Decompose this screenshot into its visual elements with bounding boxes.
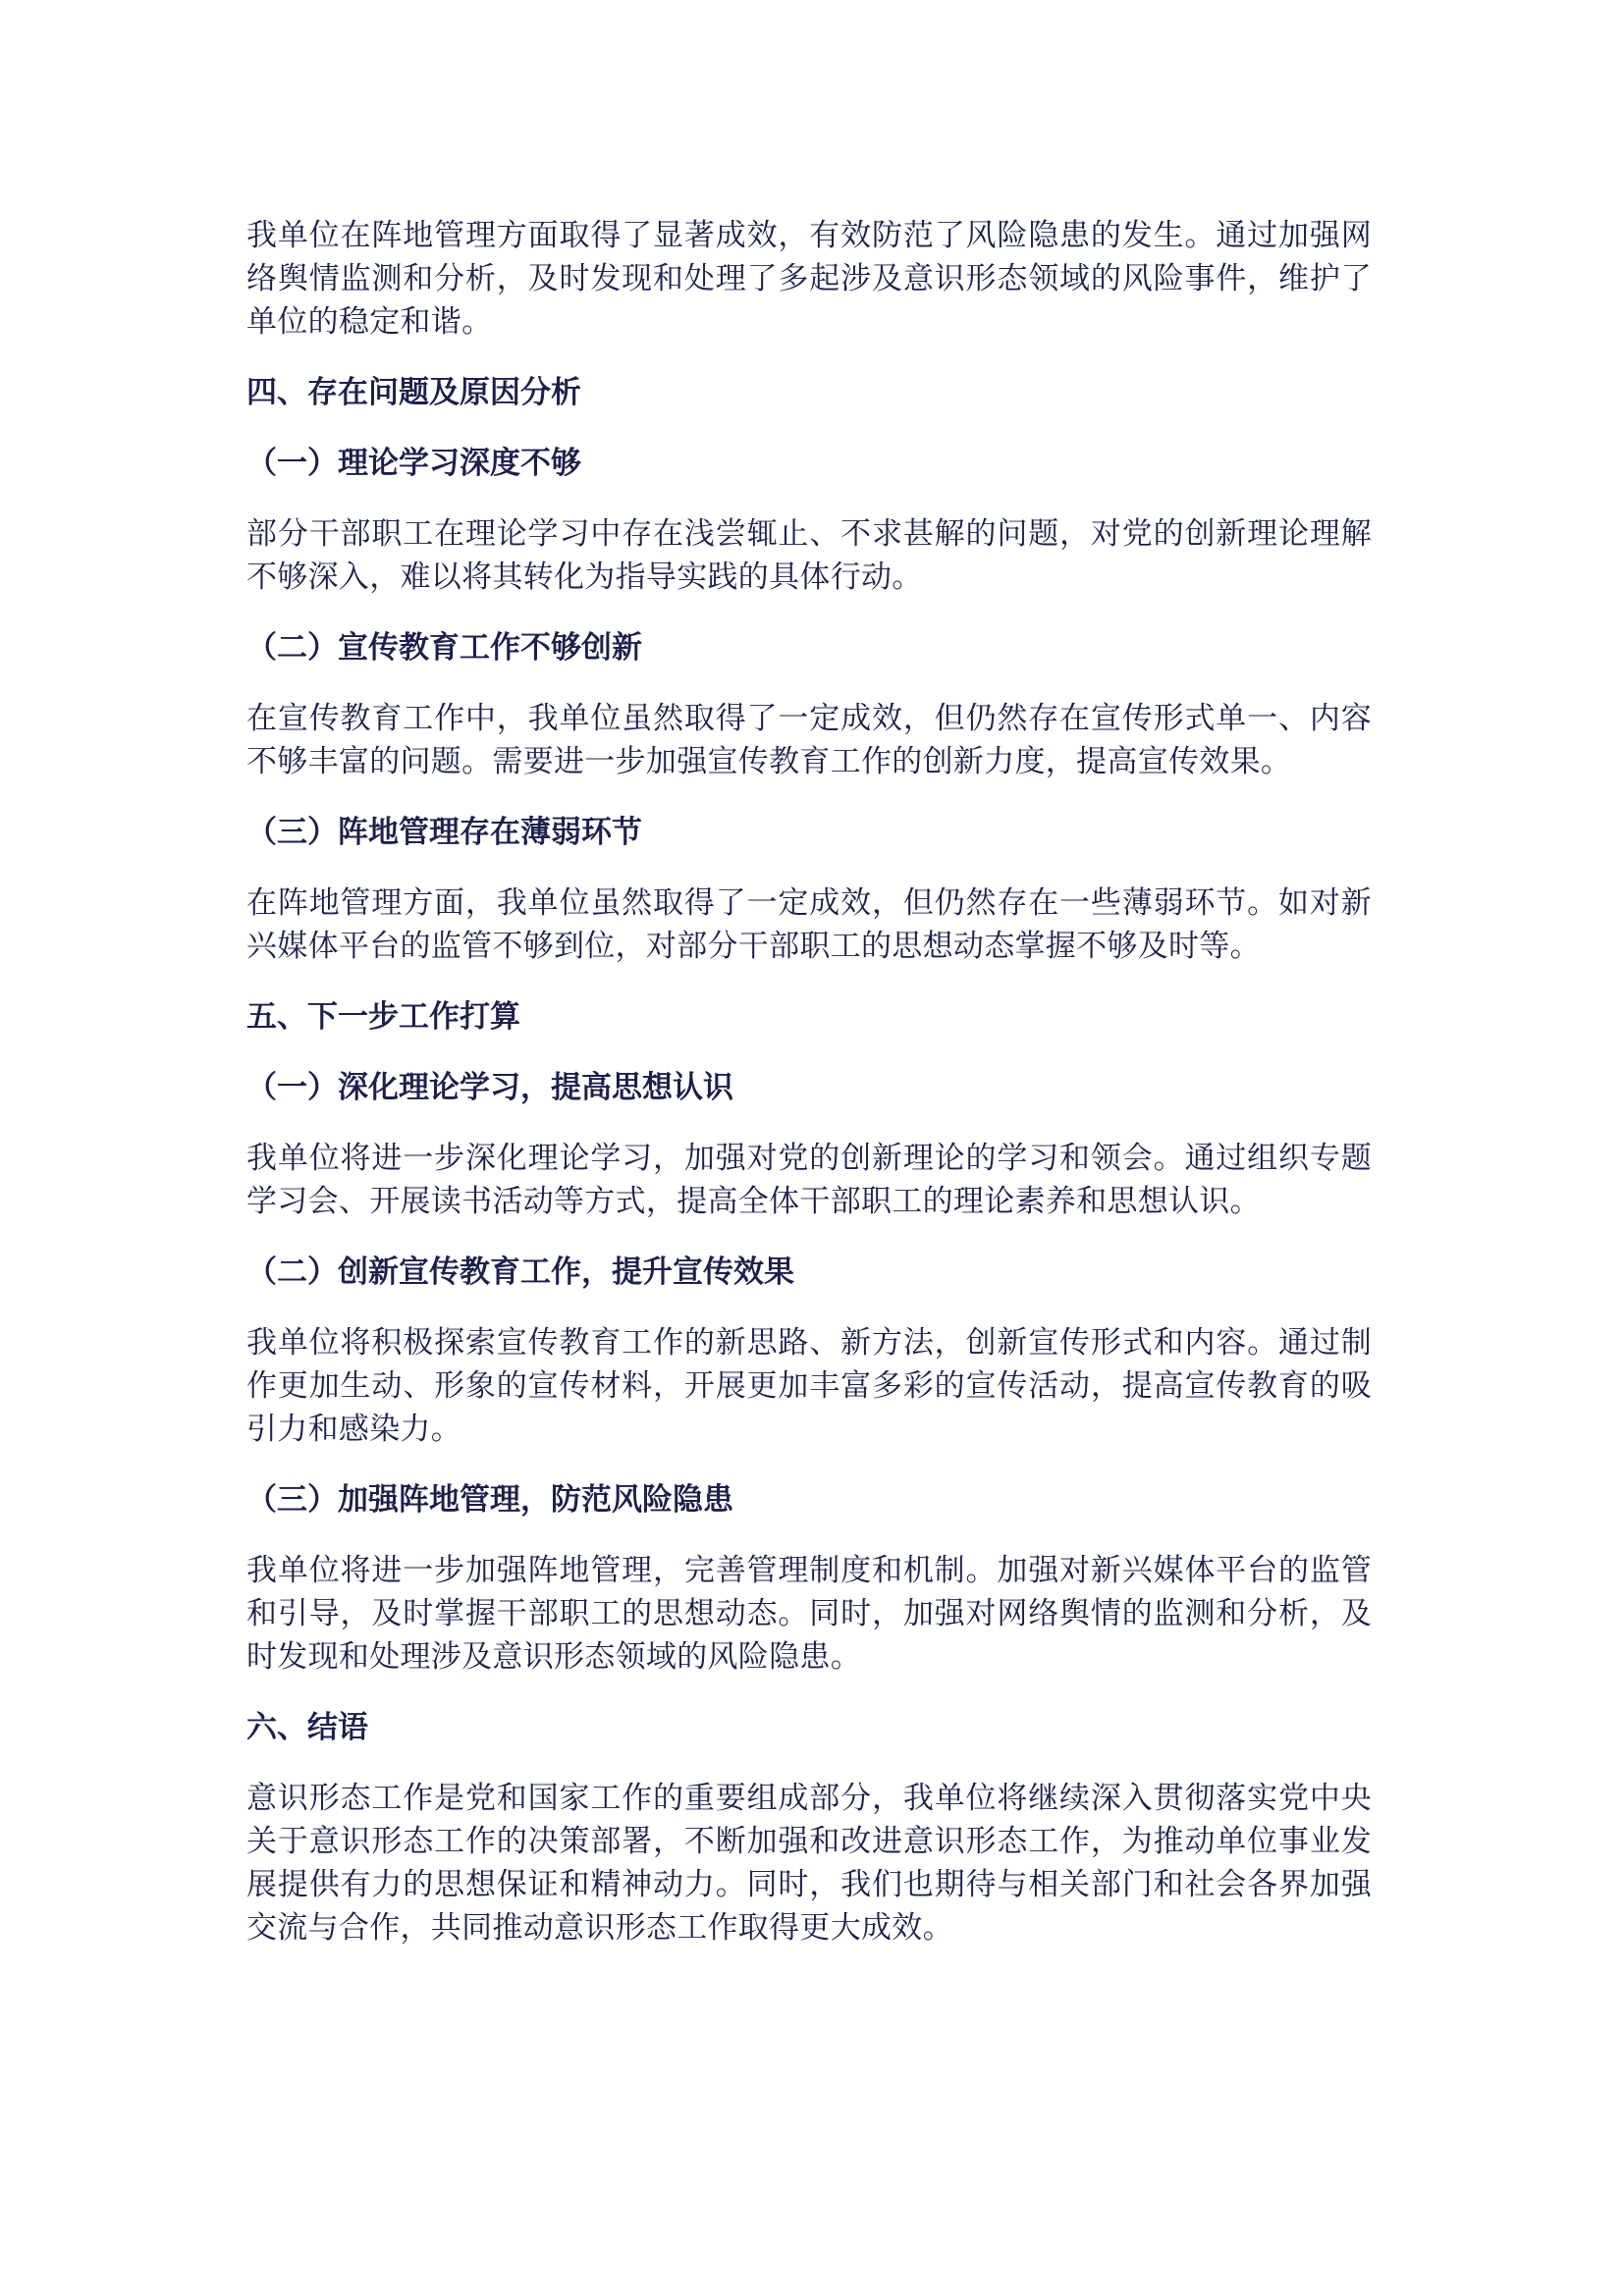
section-5-2-paragraph: 我单位将积极探索宣传教育工作的新思路、新方法，创新宣传形式和内容。通过制作更加生动、形象的宣传材料，开展更加丰富多彩的宣传活动，提高宣传教育的吸引力和感染力。 (246, 1325, 1372, 1447)
section-4-1-heading: （一）理论学习深度不够 (246, 446, 581, 481)
section-5-3-heading: （三）加强阵地管理，防范风险隐患 (246, 1482, 733, 1518)
section-5-1-paragraph: 我单位将进一步深化理论学习，加强对党的创新理论的学习和领会。通过组织专题学习会、开展读书活动等方式，提高全体干部职工的理论素养和思想认识。 (246, 1141, 1372, 1219)
section-5-2-heading: （二）创新宣传教育工作，提升宣传效果 (246, 1255, 794, 1290)
section-5-heading: 五、下一步工作打算 (246, 999, 520, 1035)
section-4-2-paragraph: 在宣传教育工作中，我单位虽然取得了一定成效，但仍然存在宣传形式单一、内容不够丰富的问题。需要进一步加强宣传教育工作的创新力度，提高宣传效果。 (246, 701, 1372, 779)
section-4-heading: 四、存在问题及原因分析 (246, 375, 581, 410)
section-4-3-paragraph: 在阵地管理方面，我单位虽然取得了一定成效，但仍然存在一些薄弱环节。如对新兴媒体平台的监管不够到位，对部分干部职工的思想动态掌握不够及时等。 (246, 885, 1372, 964)
document-page (246, 214, 1372, 1977)
section-4-2-heading: （二）宣传教育工作不够创新 (246, 630, 642, 666)
intro-paragraph: 我单位在阵地管理方面取得了显著成效，有效防范了风险隐患的发生。通过加强网络舆情监测和分析，及时发现和处理了多起涉及意识形态领域的风险事件，维护了单位的稳定和谐。 (246, 218, 1372, 340)
section-6-heading: 六、结语 (246, 1710, 368, 1745)
section-6-paragraph: 意识形态工作是党和国家工作的重要组成部分，我单位将继续深入贯彻落实党中央关于意识形态工作的决策部署，不断加强和改进意识形态工作，为推动单位事业发展提供有力的思想保证和精神动力。同时，我们也期待与相关部门和社会各界加强交流与合作，共同推动意识形态工作取得更大成效。 (246, 1781, 1372, 1946)
section-4-3-heading: （三）阵地管理存在薄弱环节 (246, 815, 642, 850)
section-5-3-paragraph: 我单位将进一步加强阵地管理，完善管理制度和机制。加强对新兴媒体平台的监管和引导，及时掌握干部职工的思想动态。同时，加强对网络舆情的监测和分析，及时发现和处理涉及意识形态领域的风险隐患。 (246, 1553, 1372, 1675)
section-4-1-paragraph: 部分干部职工在理论学习中存在浅尝辄止、不求甚解的问题，对党的创新理论理解不够深入，难以将其转化为指导实践的具体行动。 (246, 516, 1372, 595)
section-5-1-heading: （一）深化理论学习，提高思想认识 (246, 1070, 733, 1105)
